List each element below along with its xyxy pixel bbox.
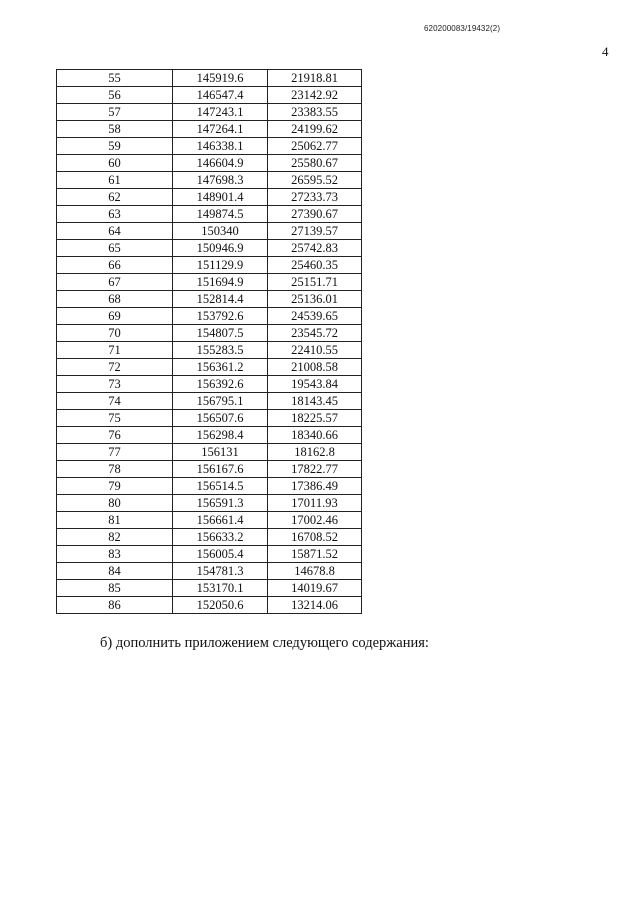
y-coordinate-cell: 25460.35	[268, 257, 362, 274]
y-coordinate-cell: 27233.73	[268, 189, 362, 206]
table-row	[57, 325, 362, 342]
point-number-cell: 84	[57, 563, 173, 580]
x-coordinate-cell: 154781.3	[173, 563, 268, 580]
y-coordinate-cell: 27139.57	[268, 223, 362, 240]
x-coordinate-cell: 147243.1	[173, 104, 268, 121]
x-coordinate-cell: 156514.5	[173, 478, 268, 495]
x-coordinate-cell: 156591.3	[173, 495, 268, 512]
x-coordinate-cell: 153170.1	[173, 580, 268, 597]
table-row	[57, 393, 362, 410]
x-coordinate-cell: 156298.4	[173, 427, 268, 444]
y-coordinate-cell: 18340.66	[268, 427, 362, 444]
x-coordinate-cell: 156661.4	[173, 512, 268, 529]
y-coordinate-cell: 23142.92	[268, 87, 362, 104]
x-coordinate-cell: 156633.2	[173, 529, 268, 546]
y-coordinate-cell: 26595.52	[268, 172, 362, 189]
point-number-cell: 81	[57, 512, 173, 529]
point-number-cell: 56	[57, 87, 173, 104]
point-number-cell: 75	[57, 410, 173, 427]
table-row	[57, 512, 362, 529]
coordinates-table	[56, 69, 362, 614]
x-coordinate-cell: 156507.6	[173, 410, 268, 427]
y-coordinate-cell: 25742.83	[268, 240, 362, 257]
y-coordinate-cell: 22410.55	[268, 342, 362, 359]
table-row	[57, 70, 362, 87]
y-coordinate-cell: 23545.72	[268, 325, 362, 342]
page-number: 4	[602, 44, 609, 59]
x-coordinate-cell: 156005.4	[173, 546, 268, 563]
point-number-cell: 83	[57, 546, 173, 563]
table-row	[57, 121, 362, 138]
y-coordinate-cell: 16708.52	[268, 529, 362, 546]
table-row	[57, 597, 362, 614]
table-row	[57, 342, 362, 359]
x-coordinate-cell: 156167.6	[173, 461, 268, 478]
x-coordinate-cell: 148901.4	[173, 189, 268, 206]
x-coordinate-cell: 146338.1	[173, 138, 268, 155]
table-row	[57, 206, 362, 223]
y-coordinate-cell: 18162.8	[268, 444, 362, 461]
x-coordinate-cell: 156795.1	[173, 393, 268, 410]
point-number-cell: 72	[57, 359, 173, 376]
y-coordinate-cell: 25151.71	[268, 274, 362, 291]
x-coordinate-cell: 150340	[173, 223, 268, 240]
table-row	[57, 546, 362, 563]
coordinates-table-body	[57, 70, 362, 614]
table-row	[57, 529, 362, 546]
table-row	[57, 427, 362, 444]
table-row	[57, 274, 362, 291]
y-coordinate-cell: 14678.8	[268, 563, 362, 580]
point-number-cell: 71	[57, 342, 173, 359]
table-row	[57, 104, 362, 121]
table-row	[57, 563, 362, 580]
table-row	[57, 461, 362, 478]
table-row	[57, 291, 362, 308]
point-number-cell: 58	[57, 121, 173, 138]
y-coordinate-cell: 25062.77	[268, 138, 362, 155]
y-coordinate-cell: 21008.58	[268, 359, 362, 376]
point-number-cell: 60	[57, 155, 173, 172]
x-coordinate-cell: 155283.5	[173, 342, 268, 359]
x-coordinate-cell: 145919.6	[173, 70, 268, 87]
y-coordinate-cell: 25580.67	[268, 155, 362, 172]
point-number-cell: 66	[57, 257, 173, 274]
x-coordinate-cell: 152814.4	[173, 291, 268, 308]
table-row	[57, 240, 362, 257]
x-coordinate-cell: 156361.2	[173, 359, 268, 376]
table-row	[57, 495, 362, 512]
table-row	[57, 189, 362, 206]
table-row	[57, 223, 362, 240]
point-number-cell: 62	[57, 189, 173, 206]
y-coordinate-cell: 14019.67	[268, 580, 362, 597]
table-row	[57, 138, 362, 155]
y-coordinate-cell: 17002.46	[268, 512, 362, 529]
point-number-cell: 63	[57, 206, 173, 223]
x-coordinate-cell: 150946.9	[173, 240, 268, 257]
y-coordinate-cell: 24539.65	[268, 308, 362, 325]
point-number-cell: 68	[57, 291, 173, 308]
point-number-cell: 77	[57, 444, 173, 461]
point-number-cell: 70	[57, 325, 173, 342]
table-row	[57, 155, 362, 172]
point-number-cell: 57	[57, 104, 173, 121]
point-number-cell: 64	[57, 223, 173, 240]
y-coordinate-cell: 15871.52	[268, 546, 362, 563]
y-coordinate-cell: 17822.77	[268, 461, 362, 478]
x-coordinate-cell: 151129.9	[173, 257, 268, 274]
point-number-cell: 78	[57, 461, 173, 478]
point-number-cell: 65	[57, 240, 173, 257]
table-row	[57, 410, 362, 427]
y-coordinate-cell: 25136.01	[268, 291, 362, 308]
point-number-cell: 61	[57, 172, 173, 189]
document-id: 620200083/19432(2)	[424, 24, 501, 33]
point-number-cell: 76	[57, 427, 173, 444]
table-row	[57, 87, 362, 104]
instruction-text: б) дополнить приложением следующего содержания:	[100, 635, 429, 651]
point-number-cell: 59	[57, 138, 173, 155]
point-number-cell: 67	[57, 274, 173, 291]
table-row	[57, 172, 362, 189]
x-coordinate-cell: 147264.1	[173, 121, 268, 138]
y-coordinate-cell: 13214.06	[268, 597, 362, 614]
x-coordinate-cell: 147698.3	[173, 172, 268, 189]
y-coordinate-cell: 27390.67	[268, 206, 362, 223]
point-number-cell: 85	[57, 580, 173, 597]
table-row	[57, 478, 362, 495]
x-coordinate-cell: 154807.5	[173, 325, 268, 342]
y-coordinate-cell: 17386.49	[268, 478, 362, 495]
point-number-cell: 80	[57, 495, 173, 512]
y-coordinate-cell: 19543.84	[268, 376, 362, 393]
point-number-cell: 82	[57, 529, 173, 546]
y-coordinate-cell: 21918.81	[268, 70, 362, 87]
y-coordinate-cell: 24199.62	[268, 121, 362, 138]
x-coordinate-cell: 156131	[173, 444, 268, 461]
point-number-cell: 74	[57, 393, 173, 410]
table-row	[57, 257, 362, 274]
table-row	[57, 359, 362, 376]
y-coordinate-cell: 23383.55	[268, 104, 362, 121]
x-coordinate-cell: 151694.9	[173, 274, 268, 291]
x-coordinate-cell: 146604.9	[173, 155, 268, 172]
point-number-cell: 69	[57, 308, 173, 325]
point-number-cell: 86	[57, 597, 173, 614]
x-coordinate-cell: 149874.5	[173, 206, 268, 223]
table-row	[57, 308, 362, 325]
point-number-cell: 55	[57, 70, 173, 87]
y-coordinate-cell: 18225.57	[268, 410, 362, 427]
x-coordinate-cell: 153792.6	[173, 308, 268, 325]
y-coordinate-cell: 17011.93	[268, 495, 362, 512]
y-coordinate-cell: 18143.45	[268, 393, 362, 410]
point-number-cell: 79	[57, 478, 173, 495]
point-number-cell: 73	[57, 376, 173, 393]
x-coordinate-cell: 156392.6	[173, 376, 268, 393]
table-row	[57, 444, 362, 461]
table-row	[57, 376, 362, 393]
x-coordinate-cell: 146547.4	[173, 87, 268, 104]
table-row	[57, 580, 362, 597]
x-coordinate-cell: 152050.6	[173, 597, 268, 614]
